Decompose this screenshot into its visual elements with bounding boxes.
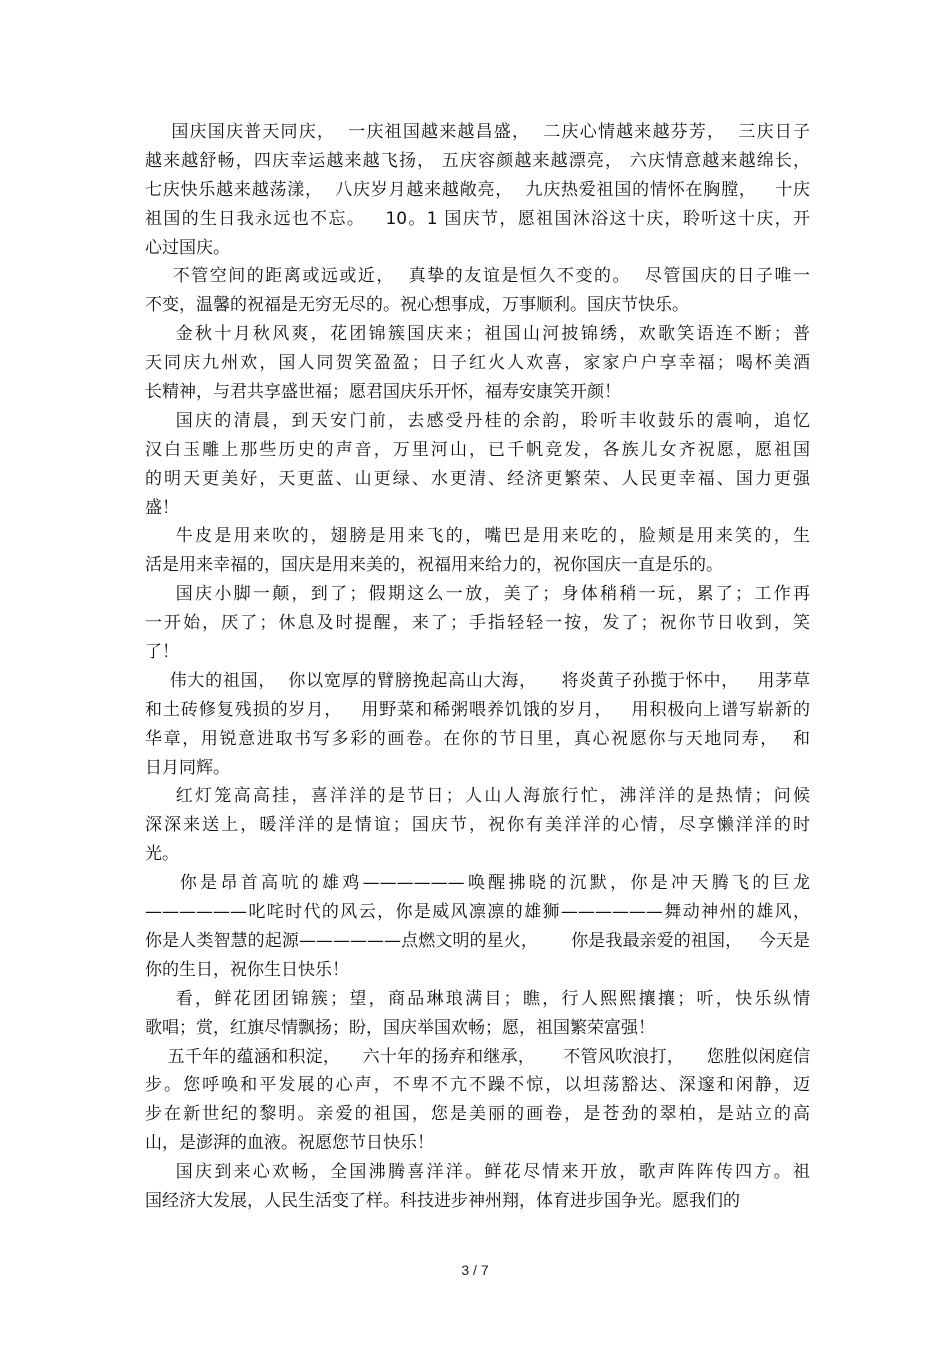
text-line: 五千年的蕴涵和积淀， 六十年的扬弃和继承， 不管风吹浪打， 您胜似闲庭信 (145, 1046, 810, 1067)
text-line: 国庆的清晨，到天安门前，去感受丹桂的余韵，聆听丰收鼓乐的震响，追忆 (145, 410, 810, 431)
text-line: 步。您呼唤和平发展的心声，不卑不亢不躁不惊，以坦荡豁达、深邃和闲静，迈 (145, 1075, 810, 1096)
text-line: 山，是澎湃的血液。祝愿您节日快乐！ (145, 1133, 434, 1154)
text-line: 你的生日，祝你生日快乐！ (145, 959, 349, 980)
text-line: 步在新世纪的黎明。亲爱的祖国，您是美丽的画卷，是苍劲的翠柏，是站立的高 (145, 1104, 810, 1125)
text-line: 光。 (145, 844, 179, 865)
text-line: 活是用来幸福的，国庆是用来美的，祝福用来给力的，祝你国庆一直是乐的。 (145, 555, 723, 576)
text-line: 盛！ (145, 497, 179, 518)
text-line: 不管空间的距离或远或近， 真挚的友谊是恒久不变的。 尽管国庆的日子唯一 (145, 266, 810, 287)
text-line: 的明天更美好，天更蓝、山更绿、水更清、经济更繁荣、人民更幸福、国力更强 (145, 468, 810, 489)
text-line: 牛皮是用来吹的，翅膀是用来飞的，嘴巴是用来吃的，脸颊是用来笑的，生 (145, 526, 810, 547)
text-line: 天同庆九州欢，国人同贺笑盈盈；日子红火人欢喜，家家户户享幸福；喝杯美酒 (145, 353, 810, 374)
text-line: 祖国的生日我永远也不忘。 10。1 国庆节，愿祖国沐浴这十庆，聆听这十庆，开 (145, 208, 810, 229)
text-line: 国庆国庆普天同庆， 一庆祖国越来越昌盛， 二庆心情越来越芬芳， 三庆日子 (145, 122, 810, 142)
text-line: 华章，用锐意进取书写多彩的画卷。在你的节日里，真心祝愿你与天地同寿， 和 (145, 728, 810, 749)
text-line: 国庆小脚一颠，到了；假期这么一放，美了；身体稍稍一玩，累了；工作再 (145, 584, 810, 605)
text-line: 国庆到来心欢畅，全国沸腾喜洋洋。鲜花尽情来开放，歌声阵阵传四方。祖 (145, 1162, 810, 1183)
text-line: 了！ (145, 642, 179, 663)
text-line: 长精神，与君共享盛世福；愿君国庆乐开怀，福寿安康笑开颜！ (145, 382, 621, 403)
text-line: 越来越舒畅，四庆幸运越来越飞扬， 五庆容颜越来越漂亮， 六庆情意越来越绵长， (145, 150, 810, 171)
text-line: 你是昂首高吭的雄鸡——————唤醒拂晓的沉默，你是冲天腾飞的巨龙 (145, 873, 810, 894)
text-line: 一开始，厌了；休息及时提醒，来了；手指轻轻一按，发了；祝你节日收到，笑 (145, 613, 810, 634)
text-line: 歌唱；赏，红旗尽情飘扬；盼，国庆举国欢畅；愿，祖国繁荣富强！ (145, 1017, 655, 1038)
text-line: 伟大的祖国， 你以宽厚的臂膀挽起高山大海， 将炎黄子孙揽于怀中， 用茅草 (145, 670, 810, 691)
text-line: 七庆快乐越来越荡漾， 八庆岁月越来越敞亮， 九庆热爱祖国的情怀在胸膛， 十庆 (145, 179, 810, 200)
page-number: 3 / 7 (461, 1262, 489, 1278)
text-line: 不变，温馨的祝福是无穷无尽的。祝心想事成，万事顺利。国庆节快乐。 (145, 295, 689, 316)
document-body (145, 118, 810, 1216)
text-line: 和土砖修复残损的岁月， 用野菜和稀粥喂养饥饿的岁月， 用积极向上谱写崭新的 (145, 699, 810, 720)
text-line: 红灯笼高高挂，喜洋洋的是节日；人山人海旅行忙，沸洋洋的是热情；问候 (145, 786, 810, 807)
text-line: 看，鲜花团团锦簇；望，商品琳琅满目；瞧，行人熙熙攘攘；听，快乐纵情 (145, 988, 810, 1009)
text-line: 深深来送上，暖洋洋的是情谊；国庆节，祝你有美洋洋的心情，尽享懒洋洋的时 (145, 815, 810, 836)
text-line: 金秋十月秋风爽，花团锦簇国庆来；祖国山河披锦绣，欢歌笑语连不断；普 (145, 324, 810, 345)
text-line: 心过国庆。 (145, 237, 230, 258)
text-line: ——————叱咤时代的风云，你是威风凛凛的雄狮——————舞动神州的雄风， (145, 902, 810, 923)
text-line: 汉白玉雕上那些历史的声音，万里河山，已千帆竞发，各族儿女齐祝愿，愿祖国 (145, 439, 810, 460)
text-line: 你是人类智慧的起源——————点燃文明的星火， 你是我最亲爱的祖国， 今天是 (145, 930, 810, 951)
text-line: 国经济大发展，人民生活变了样。科技进步神州翔，体育进步国争光。愿我们的 (145, 1190, 740, 1211)
text-line: 日月同辉。 (145, 757, 230, 778)
